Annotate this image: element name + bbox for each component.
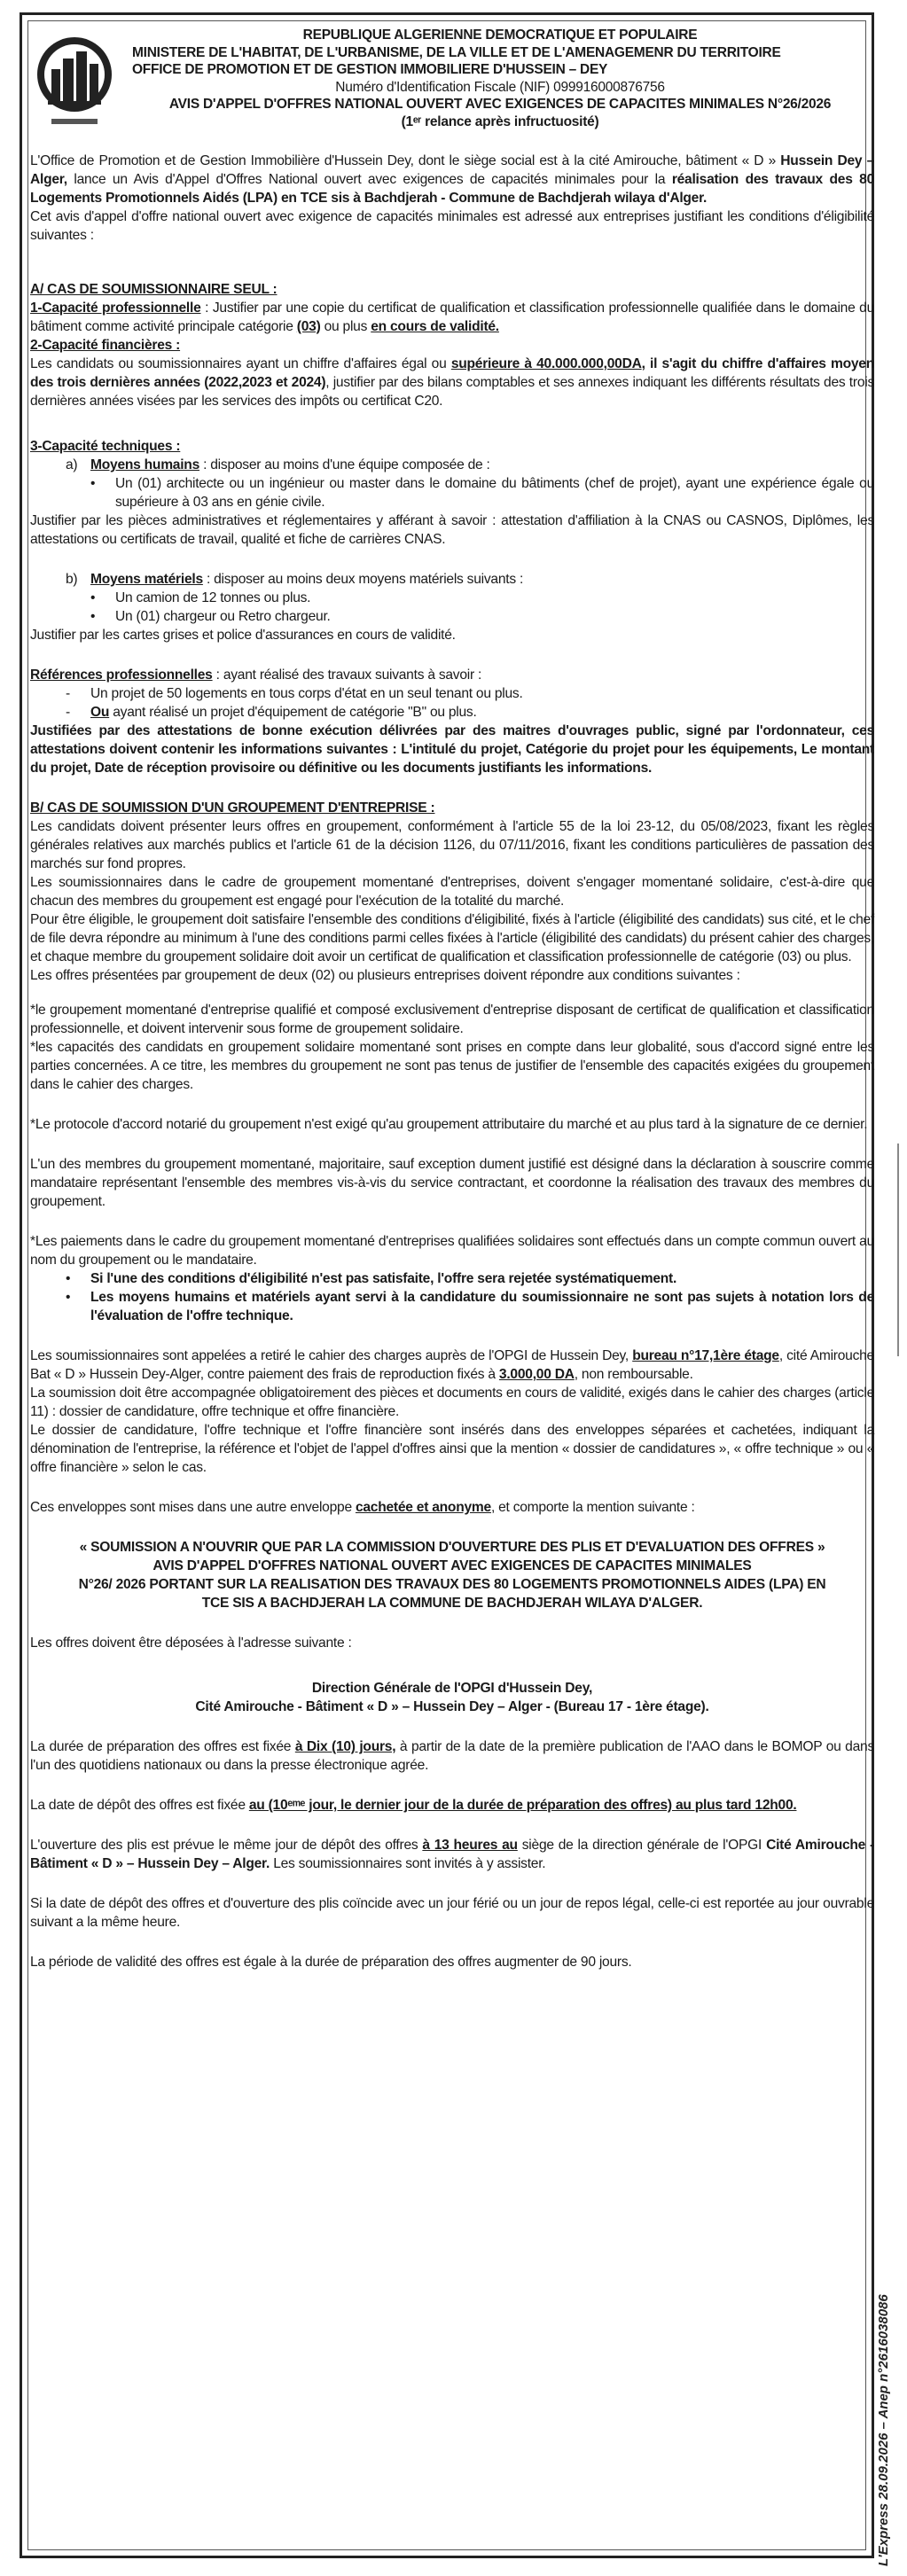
deposit-address: Direction Générale de l'OPGI d'Hussein Dey, Cité Amirouche - Bâtiment « D » – Hussein Dey – Alger - (Bureau 17 - 1ère étage). [195,1681,709,1714]
opening-paragraph: L'ouverture des plis est prévue le même jour de dépôt des offres à 13 heures au siège de la direction générale de l'OPGI Cité Amirouche - Bâtiment « D » – Hussein Dey – Alger. Les soumissionnaires sont invités à y assister. [30,1838,874,1871]
reference-item: - Un projet de 50 logements en tous corps d'état en un seul tenant ou plus. [66,686,523,701]
material-means-proof: Justifier par les cartes grises et police d'assurances en cours de validité. [30,628,456,643]
group-paragraph: Les candidats doivent présenter leurs offres en groupement, conformément à l'article 55 de la loi 23-12, du 05/08/2023, fixant les règles générales relatives aux marchés publics et l'article 61 de la décision 1126, du 07/11/2016, fixant les conditions particulières de passation des marchés sur fond propres. [30,819,874,871]
references-proof: Justifiées par des attestations de bonne exécution délivrées par des maitres d'ouvrages public, signé par l'ordonnateur, ces attestations doivent contenir les informations suivantes : L'intitulé du projet, Catégorie du projet pour les équipements, Le montant du projet, Date de réception provisoire ou définitive ou les documents justifiants les informations. [30,723,874,776]
human-means-proof: Justifier par les pièces administratives et réglementaires y afférant à savoir : attestation d'affiliation à la CNAS ou CASNOS, Diplômes, les attestations ou certificats de travail, qualité et fiche de carrières CNAS. [30,513,874,547]
capacity-financial: Les candidats ou soumissionnaires ayant un chiffre d'affaires égal ou supérieure à 40.000.000,00DA, il s'agit du chiffre d'affaires moyen des trois dernières années (2022,2023 et 2024), justifier par des bilans comptables et ses annexes indiquant les différents résultats des trois dernières années visées par les services des impôts ou certificat C20. [30,356,874,409]
rule-item: • Si l'une des conditions d'éligibilité n'est pas satisfaite, l'offre sera rejetée systématiquement. [66,1271,677,1286]
deposit-intro: Les offres doivent être déposées à l'adresse suivante : [30,1635,352,1651]
reference-item: - Ou ayant réalisé un projet d'équipement de catégorie "B" ou plus. [66,705,477,720]
group-paragraph: Les soumissionnaires dans le cadre de groupement momentané d'entreprises, doivent s'engager momentané solidaire, c'est-à-dire que chacun des membres du groupement est engagé pour l'exécution de la totalité du marché. [30,875,874,909]
outer-envelope-paragraph: Ces enveloppes sont mises dans une autre enveloppe cachetée et anonyme, et comporte la mention suivante : [30,1500,695,1515]
publication-stamp: L'Express 28.09.2026 – Anep n°2616038086 [876,2294,891,2566]
submission-paragraph: La soumission doit être accompagnée obligatoirement des pièces et documents en cours de validité, exigés dans le cahier des charges (article 11) : dossier de candidature, offre technique et offre financière. [30,1386,874,1419]
references-label: Références professionnelles : ayant réalisé des travaux suivants à savoir : [30,667,482,683]
office-line: OFFICE DE PROMOTION ET DE GESTION IMMOBILIERE D'HUSSEIN – DEY [132,62,608,77]
ministry-line: MINISTERE DE L'HABITAT, DE L'URBANISME, DE LA VILLE ET DE L'AMENAGEMENR DU TERRITOIRE [132,44,781,60]
notice-title: AVIS D'APPEL D'OFFRES NATIONAL OUVERT AVEC EXIGENCES DE CAPACITES MINIMALES N°26/2026 [168,97,832,112]
withdrawal-paragraph: Les soumissionnaires sont appelées a retiré le cahier des charges auprès de l'OPGI de Hussein Dey, bureau n°17,1ère étage, cité Amirouche Bat « D » Hussein Dey-Alger, contre paiement des frais de reproduction fixés à 3.000,00 DA, non remboursable. [30,1348,874,1382]
section-b-title: B/ CAS DE SOUMISSION D'UN GROUPEMENT D'ENTREPRISE : [30,800,435,816]
envelope-mention: « SOUMISSION A N'OUVRIR QUE PAR LA COMMISSION D'OUVERTURE DES PLIS ET D'EVALUATION DES OFFRES » AVIS D'APPEL D'OFFRES NATIONAL OUVERT AVEC EXIGENCES DE CAPACITES MINIMALES N°26/ 2026 PORTANT SUR LA REALISATION DES TRAVAUX DES 80 LOGEMENTS PROMOTIONNELS AIDES (LPA) EN TCE SIS A BACHDJERAH LA COMMUNE DE BACHDJERAH WILAYA D'ALGER. [78,1540,826,1611]
group-condition: L'un des membres du groupement momentané, majoritaire, sauf exception dument justifié est désigné dans la déclaration à souscrire comme mandataire représentant l'ensemble des membres vis-à-vis du service contractant, et coordonne la réalisation des travaux des membres du groupement. [30,1157,874,1209]
human-means: a) Moyens humains : disposer au moins d'une équipe composée de : [66,457,490,472]
preparation-duration: La durée de préparation des offres est fixée à Dix (10) jours, à partir de la date de la première publication de l'AAO dans le BOMOP ou dans l'un des quotidiens nationaux ou dans la presse électronique agrée. [30,1739,874,1773]
intro-paragraph: L'Office de Promotion et de Gestion Immobilière d'Hussein Dey, dont le siège social est à la cité Amirouche, bâtiment « D » Hussein Dey – Alger, lance un Avis d'Appel d'Offres National ouvert avec exigences de capacités minimales pour la réalisation des travaux des 80 Logements Promotionnels Aidés (LPA) en TCE sis à Bachdjerah - Commune de Bachdjerah wilaya d'Alger. [30,153,874,206]
human-means-item: • Un (01) architecte ou un ingénieur ou master dans le domaine du bâtiments (chef de projet), ayant une expérience égale ou supérieure à 03 ans en génie civile. [90,476,874,510]
relance-line: (1ᵉʳ relance après infructuosité) [401,113,599,129]
republic-line: REPUBLIQUE ALGERIENNE DEMOCRATIQUE ET POPULAIRE [302,27,698,43]
intro-eligibility: Cet avis d'appel d'offre national ouvert avec exigence de capacités minimales est adressé aux entreprises justifiant les conditions d'éligibilité suivantes : [30,209,874,243]
rule-item: • Les moyens humains et matériels ayant servi à la candidature du soumissionnaire ne sont pas sujets à notation lors de l'évaluation de l'offre technique. [66,1290,874,1323]
envelopes-paragraph: Le dossier de candidature, l'offre technique et l'offre financière sont insérés dans des enveloppes séparées et cachetées, indiquant la dénomination de l'entreprise, la référence et l'objet de l'appel d'offres ainsi que la mention « dossier de candidatures », « offre technique » ou « offre financière » selon le cas. [30,1423,874,1475]
margin-line [897,1144,899,1356]
validity-paragraph: La période de validité des offres est égale à la durée de préparation des offres augmenter de 90 jours. [30,1955,632,1970]
group-condition: *le groupement momentané d'entreprise qualifié et composé exclusivement d'entreprise disposant de certificat de qualification et classification professionnelle, et doivent intervenir sous forme de groupement solidaire. [30,1003,874,1036]
material-means: b) Moyens matériels : disposer au moins deux moyens matériels suivants : [66,572,524,587]
material-means-item: • Un camion de 12 tonnes ou plus. [90,590,311,605]
material-means-item: • Un (01) chargeur ou Retro chargeur. [90,609,331,624]
capacity-technical-label: 3-Capacité techniques : [30,439,181,454]
deposit-date: La date de dépôt des offres est fixée au (10ᵉᵐᵉ jour, le dernier jour de la durée de préparation des offres) au plus tard 12h00. [30,1798,797,1813]
group-paragraph: Les offres présentées par groupement de deux (02) ou plusieurs entreprises doivent répondre aux conditions suivantes : [30,968,740,983]
nif-line: Numéro d'Identification Fiscale (NIF) 099916000876756 [335,79,665,95]
notice-content [30,27,874,1971]
group-condition: *Le protocole d'accord notarié du groupement n'est exigé qu'au groupement attributaire du marché et au plus tard à la signature de ce dernier. [30,1117,868,1132]
holiday-paragraph: Si la date de dépôt des offres et d'ouverture des plis coïncide avec un jour férié ou un jour de repos légal, celle-ci est reportée au jour ouvrable suivant a la même heure. [30,1896,874,1930]
group-condition: *Les paiements dans le cadre du groupement momentané d'entreprises qualifiées solidaires sont effectués dans un compte commun ouvert au nom du groupement ou le mandataire. [30,1234,874,1268]
group-condition: *les capacités des candidats en groupement solidaire momentané sont prises en compte dans leur globalité, sous d'accord signé entre les parties concernées. A ce titre, les membres du groupement ne sont pas tenus de justifier de l'ensemble des capacités exigées du groupement dans le cahier des charges. [30,1040,874,1092]
header-block [132,27,868,130]
group-paragraph: Pour être éligible, le groupement doit satisfaire l'ensemble des conditions d'éligibilité, fixés à l'article (éligibilité des candidats) sus cité, et le chef de file devra répondre au minimum à l'une des conditions parmi celles fixées à l'article (éligibilité des candidats) du présent cahier des charges, et chaque membre du groupement solidaire doit avoir un certificat de qualification et classification professionnelle de catégorie (03) ou plus. [30,912,874,964]
capacity-financial-label: 2-Capacité financières : [30,338,181,353]
capacity-professional: 1-Capacité professionnelle : Justifier par une copie du certificat de qualification et classification professionnelle qualifiée dans le domaine du bâtiment comme activité principale catégorie (03) ou plus en cours de validité. [30,301,874,334]
section-a-title: A/ CAS DE SOUMISSIONNAIRE SEUL : [30,282,278,297]
